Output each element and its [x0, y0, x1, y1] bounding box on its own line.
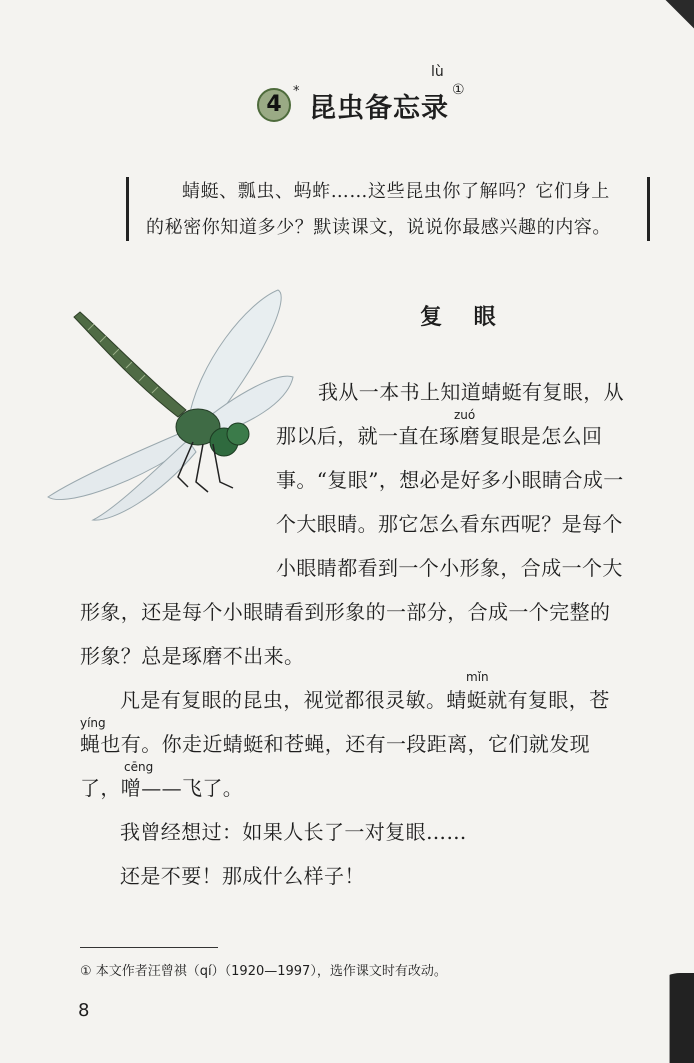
page-edge-shadow	[650, 973, 694, 1063]
body-line: 蝇也有。你走近蜻蜓和苍蝇，还有一段距离，它们就发现	[80, 732, 590, 756]
body-line: 事。“复眼”，想必是好多小眼睛合成一	[276, 468, 624, 492]
body-line: 那以后，就一直在琢磨复眼是怎么回	[276, 424, 603, 448]
page-edge-shadow	[654, 0, 694, 40]
body-line: 我从一本书上知道蜻蜓有复眼，从	[318, 380, 624, 404]
body-line: 还是不要！那成什么样子！	[120, 864, 365, 888]
pinyin-annotation: yíng	[80, 716, 106, 730]
title-pinyin: lù	[431, 64, 444, 80]
pinyin-annotation: mǐn	[466, 670, 489, 684]
lesson-title-row	[0, 64, 694, 126]
body-line: 小眼睛都看到一个小形象，合成一个大	[276, 556, 623, 580]
title-footnote-mark: ①	[452, 82, 465, 98]
body-line: 形象？总是琢磨不出来。	[80, 644, 305, 668]
section-heading: 复 眼	[420, 305, 508, 330]
prompt-line: 的秘密你知道多少？默读课文，说说你最感兴趣的内容。	[146, 217, 611, 238]
prompt-right-bar	[647, 177, 650, 241]
lesson-number-badge: 4	[257, 88, 291, 122]
footnote-rule	[80, 947, 218, 948]
prompt-line: 蜻蜓、瓢虫、蚂蚱……这些昆虫你了解吗？它们身上	[182, 181, 610, 202]
dragonfly-illustration	[38, 282, 298, 522]
reading-prompt	[126, 177, 650, 241]
prompt-left-bar	[126, 177, 129, 241]
pinyin-annotation: zuó	[454, 408, 476, 422]
body-line: 凡是有复眼的昆虫，视觉都很灵敏。蜻蜓就有复眼，苍	[120, 688, 610, 712]
page-number: 8	[78, 1000, 90, 1021]
body-line: 了，噌——飞了。	[80, 776, 244, 800]
footnote: ① 本文作者汪曾祺（qí）（1920—1997），选作课文时有改动。	[80, 964, 447, 979]
pinyin-annotation: cēng	[124, 760, 154, 774]
body-line: 我曾经想过：如果人长了一对复眼……	[120, 820, 467, 844]
body-line: 个大眼睛。那它怎么看东西呢？是每个	[276, 512, 623, 536]
body-line: 形象，还是每个小眼睛看到形象的一部分，合成一个完整的	[80, 600, 611, 624]
lesson-title: 昆虫备忘录	[309, 93, 449, 124]
lesson-star-mark: *	[293, 84, 300, 99]
